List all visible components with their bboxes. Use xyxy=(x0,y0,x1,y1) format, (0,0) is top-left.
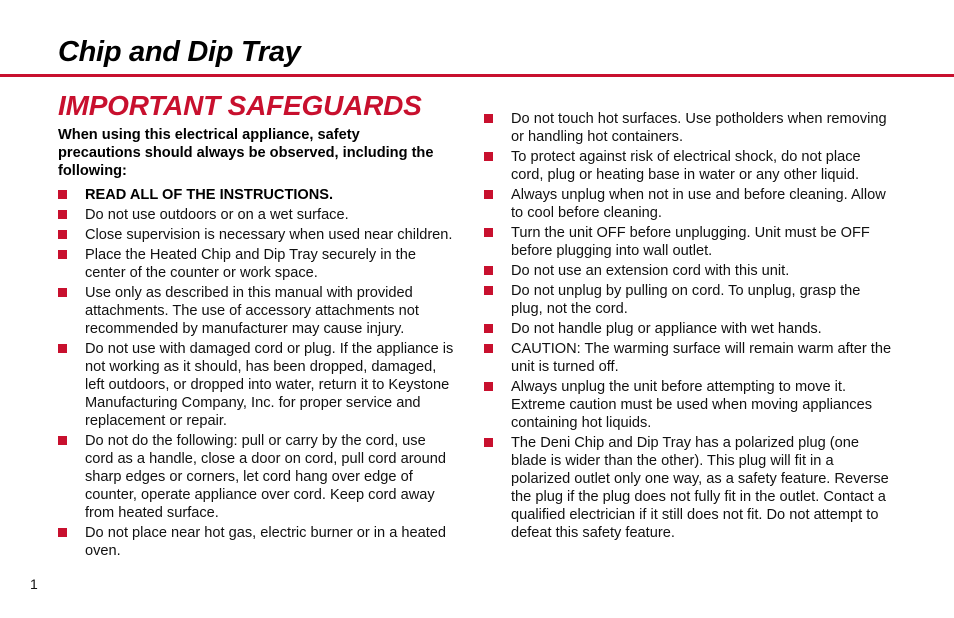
list-item xyxy=(484,110,896,146)
list-item xyxy=(58,284,454,338)
safeguards-list-right xyxy=(484,110,896,544)
list-item-text: Use only as described in this manual with provided attachments. The use of accessory attachments not recommended by manufacturer may cause injury. xyxy=(85,285,419,337)
list-item-text: Always unplug the unit before attempting to move it. Extreme caution must be used when moving appliances containing hot liquids. xyxy=(511,379,872,431)
list-item xyxy=(484,224,896,260)
list-item xyxy=(58,524,454,560)
list-item xyxy=(484,378,896,432)
list-item-text: Do not use an extension cord with this unit. xyxy=(511,263,790,279)
list-item xyxy=(58,206,454,224)
list-item xyxy=(484,434,896,542)
list-item-text: Do not unplug by pulling on cord. To unplug, grasp the plug, not the cord. xyxy=(511,283,861,317)
page-title: Chip and Dip Tray xyxy=(58,36,301,68)
list-item xyxy=(58,226,454,244)
square-bullet-icon xyxy=(484,286,493,295)
list-item-text: The Deni Chip and Dip Tray has a polarized plug (one blade is wider than the other). This plug will fit in a polarized outlet only one way, as a safety feature. Reverse the plug if the plug does not fully fit in the outlet. Contact a qualified electrician if it still does not fit. Do not attempt to defeat this safety feature. xyxy=(511,435,889,541)
list-item xyxy=(58,432,454,522)
list-item-text: Turn the unit OFF before unplugging. Unit must be OFF before plugging into wall outlet. xyxy=(511,225,870,259)
list-item-text: Place the Heated Chip and Dip Tray securely in the center of the counter or work space. xyxy=(85,247,416,281)
list-item-text: Do not use outdoors or on a wet surface. xyxy=(85,207,349,223)
list-item-text: Always unplug when not in use and before cleaning. Allow to cool before cleaning. xyxy=(511,187,886,221)
page-number: 1 xyxy=(30,576,38,592)
safeguards-list-left xyxy=(58,186,454,562)
header-divider xyxy=(0,74,954,77)
list-item-text: Close supervision is necessary when used near children. xyxy=(85,227,453,243)
square-bullet-icon xyxy=(58,436,67,445)
list-item xyxy=(484,340,896,376)
list-item-text: CAUTION: The warming surface will remain warm after the unit is turned off. xyxy=(511,341,892,375)
square-bullet-icon xyxy=(484,266,493,275)
list-item-text: Do not do the following: pull or carry by the cord, use cord as a handle, close a door on cord, pull cord around sharp edges or corners, let cord hang over edge of counter, operate appliance over cord. Keep cord away from heated surface. xyxy=(85,433,447,521)
square-bullet-icon xyxy=(484,190,493,199)
square-bullet-icon xyxy=(484,228,493,237)
list-item xyxy=(58,246,454,282)
square-bullet-icon xyxy=(58,230,67,239)
square-bullet-icon xyxy=(484,438,493,447)
list-item xyxy=(484,262,896,280)
list-item xyxy=(484,186,896,222)
list-item-text: READ ALL OF THE INSTRUCTIONS. xyxy=(85,187,334,203)
list-item-text: To protect against risk of electrical shock, do not place cord, plug or heating base in water or any other liquid. xyxy=(511,149,861,183)
list-item xyxy=(58,340,454,430)
section-heading: IMPORTANT SAFEGUARDS xyxy=(58,90,422,121)
square-bullet-icon xyxy=(484,382,493,391)
list-item-text: Do not place near hot gas, electric burner or in a heated oven. xyxy=(85,525,447,559)
square-bullet-icon xyxy=(484,324,493,333)
list-item-text: Do not use with damaged cord or plug. If the appliance is not working as it should, has been dropped, damaged, left outdoors, or dropped into water, return it to Keystone Manufacturing Company, Inc. for proper service and replacement or repair. xyxy=(85,341,454,429)
square-bullet-icon xyxy=(484,152,493,161)
list-item xyxy=(58,186,454,204)
square-bullet-icon xyxy=(58,250,67,259)
list-item xyxy=(484,282,896,318)
square-bullet-icon xyxy=(58,210,67,219)
list-item xyxy=(484,320,896,338)
square-bullet-icon xyxy=(58,528,67,537)
list-item-text: Do not touch hot surfaces. Use potholders when removing or handling hot containers. xyxy=(511,111,887,145)
square-bullet-icon xyxy=(484,344,493,353)
square-bullet-icon xyxy=(58,344,67,353)
square-bullet-icon xyxy=(484,114,493,123)
square-bullet-icon xyxy=(58,288,67,297)
list-item-text: Do not handle plug or appliance with wet hands. xyxy=(511,321,822,337)
intro-paragraph: When using this electrical appliance, safety precautions should always be observed, including the following: xyxy=(58,127,434,179)
square-bullet-icon xyxy=(58,190,67,199)
list-item xyxy=(484,148,896,184)
